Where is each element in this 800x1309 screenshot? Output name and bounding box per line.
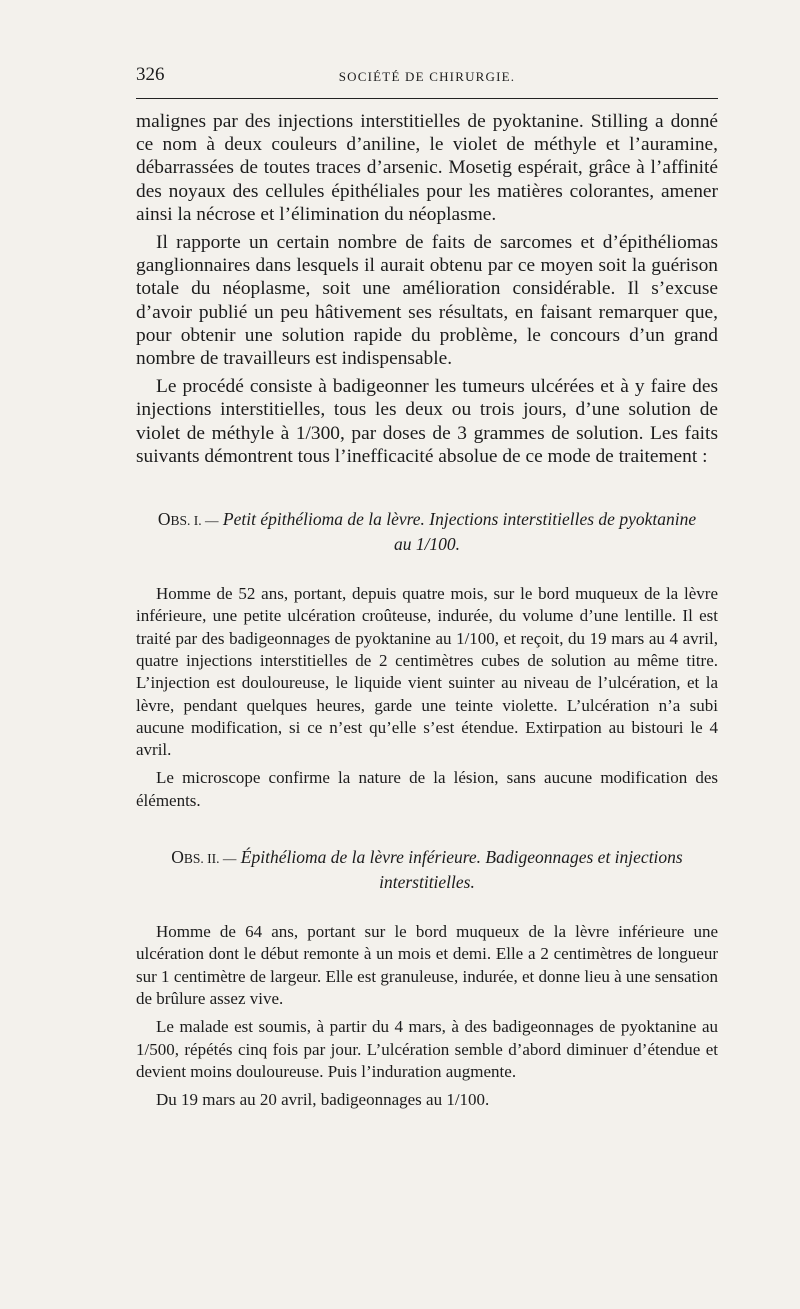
observation-title: Épithélioma de la lèvre inférieure. Badigeonnages et injections interstitielles. <box>240 847 683 892</box>
observation-text <box>136 921 718 1111</box>
page-header <box>136 60 718 96</box>
paragraph: Le malade est soumis, à partir du 4 mars, à des badigeonnages de pyoktanine au 1/500, répétés cinq fois par jour. L’ulcération semble d’abord diminuer d’étendue et devient moins douloureuse. Puis l’induration augmente. <box>136 1017 718 1081</box>
observation-label: OBS. I. — <box>157 509 219 530</box>
paragraph: Il rapporte un certain nombre de faits de sarcomes et d’épithéliomas ganglionnaires dans lesquels il aurait obtenu par ce moyen soit la guérison totale du néoplasme, soit une amélioration considérable. Il s’excuse d’avoir publié un peu hâtivement ses résultats, en faisant remarquer que, pour obtenir une solution rapide du problème, le concours d’un grand nombre de travailleurs est indispensable. <box>136 232 718 370</box>
paragraph: malignes par des injections interstitielles de pyoktanine. Stilling a donné ce nom à deux couleurs d’aniline, le violet de méthyle et l’auramine, débarrassées de toutes traces d’arsenic. Mosetig espérait, grâce à l’affinité des noyaux des cellules épithéliales pour les matières colorantes, amener ainsi la nécrose et l’élimination du néoplasme. <box>136 111 718 225</box>
paragraph: Homme de 52 ans, portant, depuis quatre mois, sur le bord muqueux de la lèvre inférieure, une petite ulcération croûteuse, indurée, du volume d’une lentille. Il est traité par des badigeonnages de pyoktanine au 1/100, et reçoit, du 19 mars au 4 avril, quatre injections interstitielles de 2 centimètres cubes de solution au même titre. L’injection est douloureuse, le liquide vient suinter au niveau de l’ulcération, et la lèvre, pendant quelques heures, garde une teinte violette. L’ulcération n’a subi aucune modification, si ce n’est qu’elle s’est étendue. Extirpation au bistouri le 4 avril. <box>136 584 718 760</box>
paragraph: Le procédé consiste à badigeonner les tumeurs ulcérées et à y faire des injections interstitielles, tous les deux ou trois jours, d’une solution de violet de méthyle à 1/300, par doses de 3 grammes de solution. Les faits suivants démontrent tous l’inefficacité absolue de ce mode de traitement : <box>136 376 718 467</box>
header-rule <box>136 98 718 99</box>
page-number: 326 <box>136 64 165 85</box>
paragraph: Le microscope confirme la nature de la lésion, sans aucune modification des éléments. <box>136 768 718 810</box>
paragraph: Du 19 mars au 20 avril, badigeonnages au 1/100. <box>156 1090 490 1110</box>
observation-label: OBS. II. — <box>171 847 237 868</box>
running-title: SOCIÉTÉ DE CHIRURGIE. <box>338 69 516 84</box>
observation-heading <box>136 846 718 893</box>
observation-title: Petit épithélioma de la lèvre. Injections interstitielles de pyoktanine au 1/100. <box>222 509 697 554</box>
page-body <box>136 110 718 1111</box>
observation-heading <box>136 508 718 555</box>
observation-text <box>136 583 718 812</box>
paragraph: Homme de 64 ans, portant sur le bord muqueux de la lèvre inférieure une ulcération dont le début remonte à un mois et demi. Elle a 2 centimètres de longueur sur 1 centimètre de largeur. Elle est granuleuse, indurée, et donne lieu à une sensation de brûlure assez vive. <box>136 922 718 1008</box>
